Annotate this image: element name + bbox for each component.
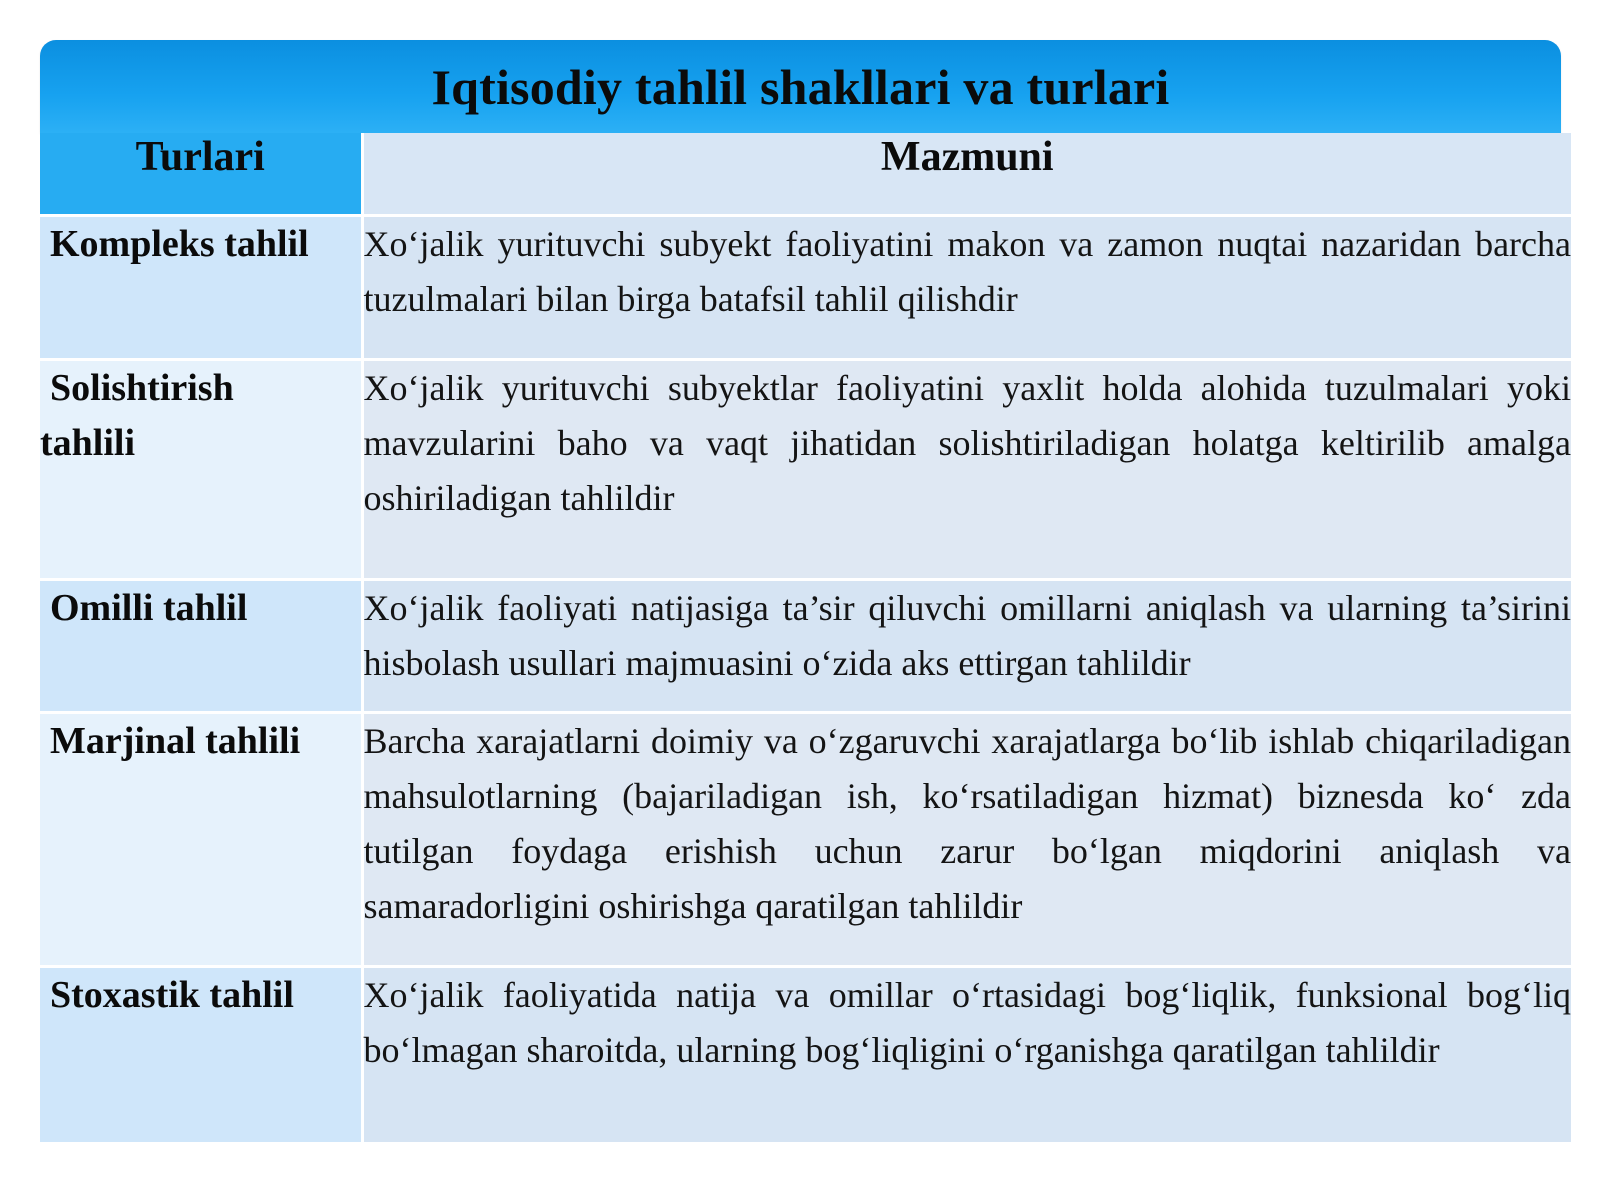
row-description-cell: Xo‘jalik faoliyatida natija va omillar o‘rtasidagi bog‘liqlik, funksional bog‘liq bo‘lmagan sharoitda, ularning bog‘liqligini o‘rganishga qaratilgan tahlildir	[362, 967, 1571, 1144]
table-row	[40, 360, 1571, 580]
row-type-label-continued: tahlili	[40, 422, 136, 464]
row-type-label: Kompleks tahlil	[50, 223, 309, 265]
title-bar	[40, 40, 1561, 133]
table-header-row	[40, 133, 1571, 216]
page-title: Iqtisodiy tahlil shakllari va turlari	[431, 58, 1170, 115]
row-type-cell	[40, 713, 362, 967]
row-type-cell	[40, 580, 362, 713]
row-type-cell	[40, 360, 362, 580]
table-row	[40, 580, 1571, 713]
row-type-label: Marjinal tahlili	[50, 720, 301, 762]
row-description-cell: Xo‘jalik yurituvchi subyektlar faoliyatini yaxlit holda alohida tuzulmalari yoki mavzularini baho va vaqt jihatidan solishtiriladigan holatga keltirilib amalga oshiriladigan tahlildir	[362, 360, 1571, 580]
row-description-cell: Xo‘jalik faoliyati natijasiga ta’sir qiluvchi omillarni aniqlash va ularning ta’sirini hisbolash usullari majmuasini o‘zida aks ettirgan tahlildir	[362, 580, 1571, 713]
row-description-cell: Xo‘jalik yurituvchi subyekt faoliyatini makon va zamon nuqtai nazaridan barcha tuzulmalari bilan birga batafsil tahlil qilishdir	[362, 216, 1571, 360]
table-row	[40, 713, 1571, 967]
row-type-cell	[40, 216, 362, 360]
row-type-label: Solishtirish	[50, 367, 234, 409]
table-row	[40, 216, 1571, 360]
row-type-cell	[40, 967, 362, 1144]
row-type-label: Omilli tahlil	[50, 587, 248, 629]
row-description-cell: Barcha xarajatlarni doimiy va o‘zgaruvchi xarajatlarga bo‘lib ishlab chiqariladigan mahsulotlarning (bajariladigan ish, ko‘rsatiladigan hizmat) biznesda ko‘ zda tutilgan foydaga erishish uchun zarur bo‘lgan miqdorini aniqlash va samaradorligini oshirishga qaratilgan tahlildir	[362, 713, 1571, 967]
table-row	[40, 967, 1571, 1144]
column-header-content: Mazmuni	[362, 133, 1571, 216]
types-table	[40, 133, 1571, 1145]
row-type-label: Stoxastik tahlil	[50, 974, 294, 1016]
column-header-types: Turlari	[40, 133, 362, 216]
